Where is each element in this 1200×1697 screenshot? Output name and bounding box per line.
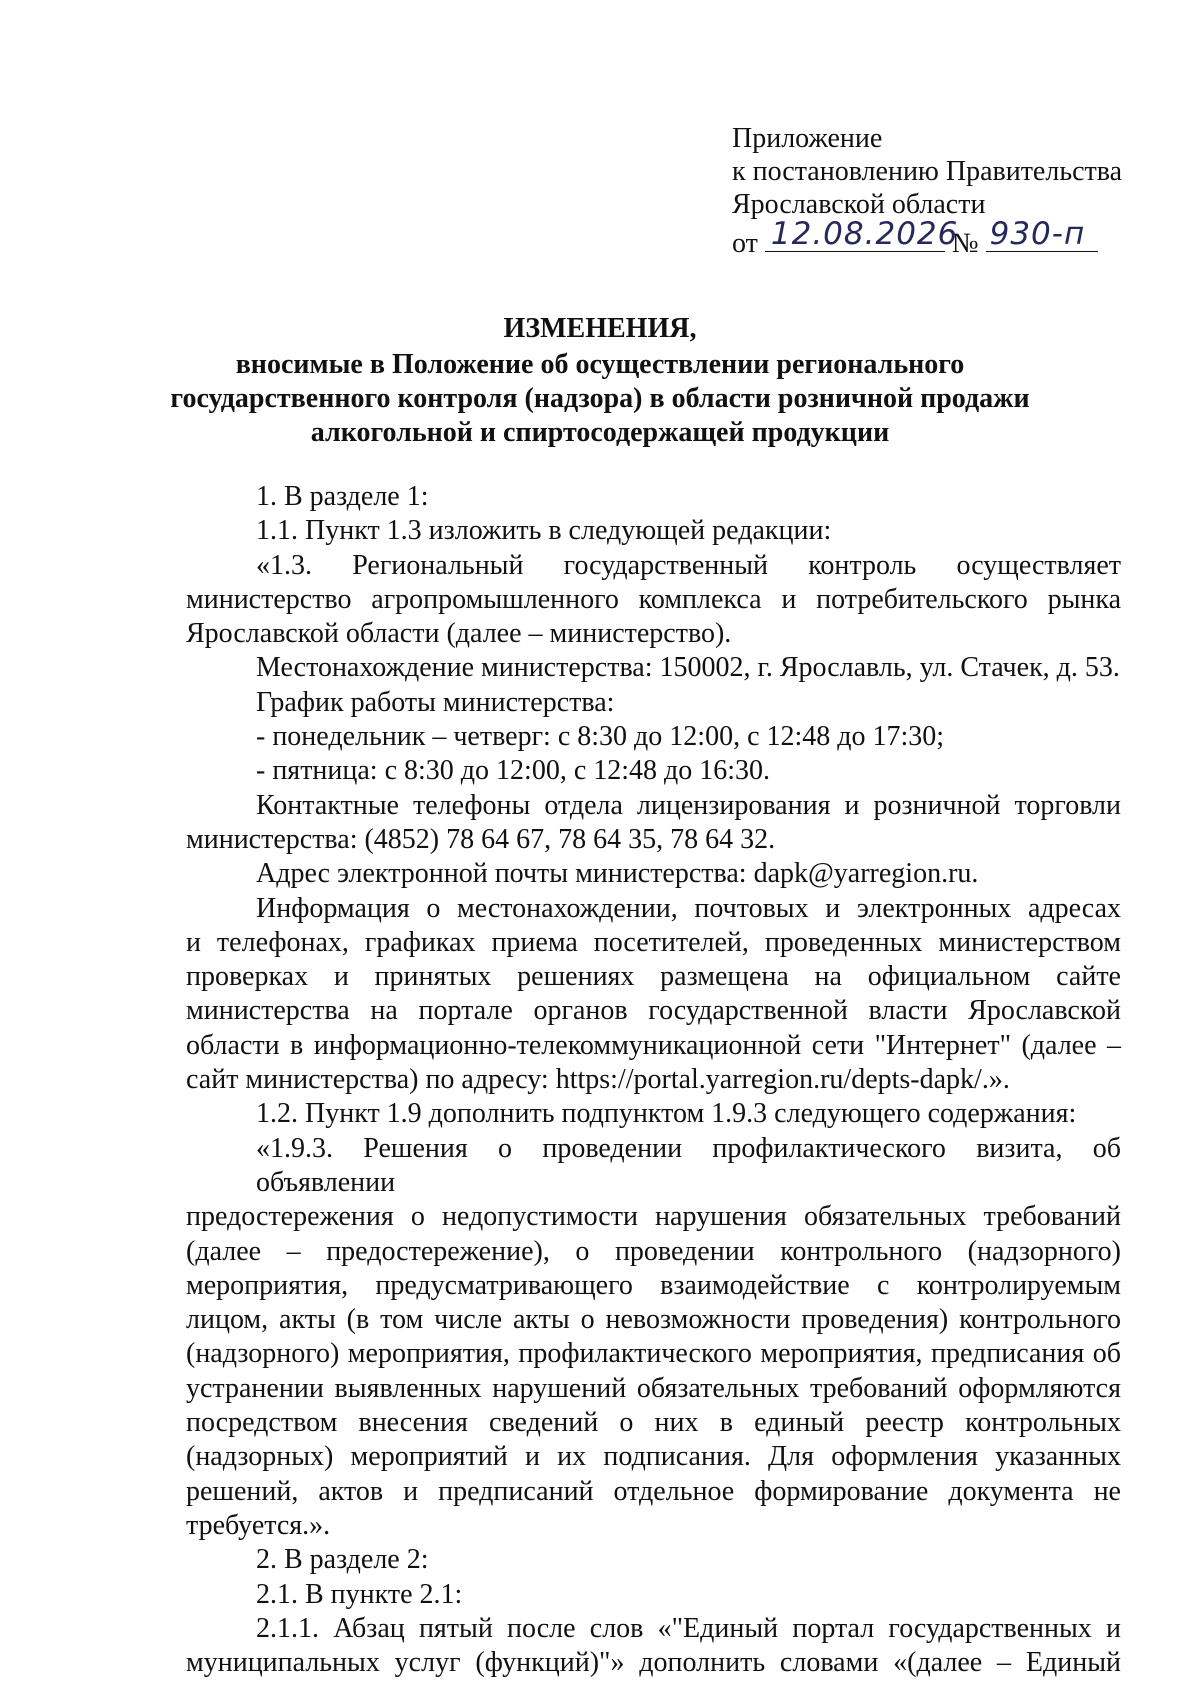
title-sub-3: алкогольной и спиртосодержащей продукции	[310, 417, 890, 448]
appendix-line-1: Приложение	[732, 123, 883, 154]
para-1-9-3-line-5: лицом, акты (в том числе акты о невозможности проведения) контрольного	[186, 1304, 1121, 1336]
schedule-line-2: - пятница: с 8:30 до 12:00, с 12:48 до 16:30.	[256, 755, 771, 787]
info-line-6: сайт министерства) по адресу: https://portal.yarregion.ru/depts-dapk/.».	[186, 1064, 1010, 1096]
info-line-4: министерства на портале органов государственной власти Ярославской	[186, 995, 1121, 1027]
para-2-1-1-line-2: муниципальных услуг (функций)"» дополнить словами «(далее – Единый	[186, 1647, 1121, 1679]
document-body	[186, 480, 1121, 1680]
title-sub-1: вносимые в Положение об осуществлении регионального	[235, 349, 965, 380]
item-1-2: 1.2. Пункт 1.9 дополнить подпунктом 1.9.3 следующего содержания:	[256, 1098, 1077, 1130]
appendix-line-2: к постановлению Правительства	[732, 156, 1123, 187]
handwritten-date: 12.08.2026	[770, 216, 959, 252]
appendix-header	[732, 122, 1122, 260]
appendix-line-3: Ярославской области	[732, 189, 986, 220]
para-1-9-3-line-11: требуется.».	[186, 1509, 331, 1541]
para-1-9-3-line-6: (надзорного) мероприятия, профилактического мероприятия, предписания об	[186, 1338, 1121, 1370]
schedule-title: График работы министерства:	[256, 686, 615, 718]
schedule-line-1: - понедельник – четверг: с 8:30 до 12:00, с 12:48 до 17:30;	[256, 721, 945, 753]
para-1-9-3-line-4: мероприятия, предусматривающего взаимодействие с контролируемым	[186, 1269, 1121, 1301]
para-1-3-line-1: «1.3. Региональный государственный контроль осуществляет	[256, 549, 1121, 581]
number-sign: №	[951, 228, 979, 259]
info-line-5: области в информационно-телекоммуникационной сети "Интернет" (далее –	[186, 1029, 1121, 1061]
para-1-9-3-line-10: решений, актов и предписаний отдельное формирование документа не	[186, 1475, 1121, 1507]
para-1-9-3-line-3: (далее – предостережение), о проведении контрольного (надзорного)	[186, 1235, 1121, 1267]
info-line-2: и телефонах, графиках приема посетителей, проведенных министерством	[186, 926, 1121, 958]
appendix-date-number-line	[732, 216, 1122, 260]
para-1-9-3-line-9: (надзорных) мероприятий и их подписания. Для оформления указанных	[186, 1441, 1121, 1473]
para-1-9-3-line-1: «1.9.3. Решения о проведении профилактического визита, об объявлении	[256, 1132, 1121, 1198]
para-2-1-1-line-1: 2.1.1. Абзац пятый после слов «"Единый портал государственных и	[256, 1612, 1121, 1644]
para-1-9-3-line-8: посредством внесения сведений о них в единый реестр контрольных	[186, 1407, 1121, 1439]
document-title	[150, 312, 1050, 450]
number-field	[986, 216, 1098, 252]
phones-line-2: министерства: (4852) 78 64 67, 78 64 35, 78 64 32.	[186, 823, 776, 855]
handwritten-number: 930-п	[989, 216, 1086, 252]
para-1-9-3-line-2: предостережения о недопустимости нарушения обязательных требований	[186, 1201, 1121, 1233]
info-line-1: Информация о местонахождении, почтовых и электронных адресах	[256, 892, 1121, 924]
title-sub-2: государственного контроля (надзора) в области розничной продажи	[170, 383, 1030, 414]
title-main: ИЗМЕНЕНИЯ,	[503, 313, 697, 344]
location-line: Местонахождение министерства: 150002, г. Ярославль, ул. Стачек, д. 53.	[256, 652, 1120, 684]
para-1-9-3-line-7: устранении выявленных нарушений обязательных требований оформляются	[186, 1372, 1121, 1404]
para-1-3-line-3: Ярославской области (далее – министерство).	[186, 618, 732, 650]
info-line-3: проверках и принятых решениях размещена на официальном сайте	[186, 961, 1121, 993]
date-prefix: от	[732, 228, 758, 259]
item-1-1: 1.1. Пункт 1.3 изложить в следующей редакции:	[256, 515, 832, 547]
phones-line-1: Контактные телефоны отдела лицензирования и розничной торговли	[256, 789, 1121, 821]
email-line: Адрес электронной почты министерства: dapk@yarregion.ru.	[256, 858, 979, 890]
date-field	[765, 216, 959, 252]
section-2-heading: 2. В разделе 2:	[256, 1544, 429, 1576]
item-2-1: 2.1. В пункте 2.1:	[256, 1578, 463, 1610]
section-1-heading: 1. В разделе 1:	[256, 481, 429, 512]
para-1-3-line-2: министерство агропромышленного комплекса и потребительского рынка	[186, 583, 1121, 615]
